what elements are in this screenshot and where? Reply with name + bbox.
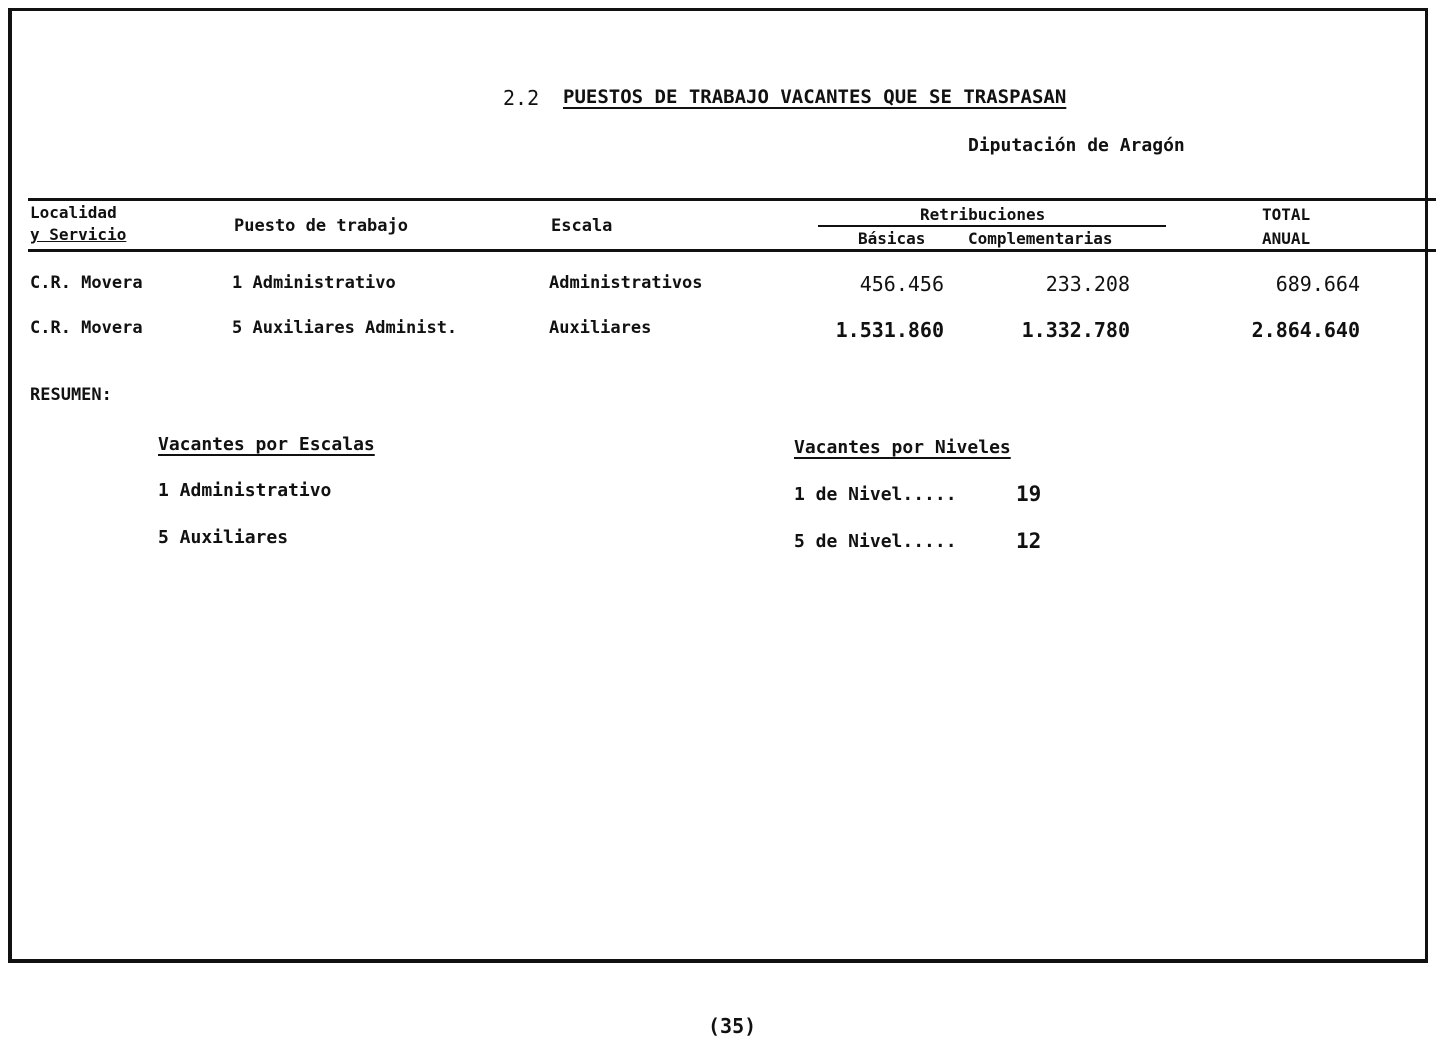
cell-escala: Auxiliares bbox=[549, 318, 652, 338]
cell-escala: Administrativos bbox=[549, 273, 703, 293]
cell-localidad: C.R. Movera bbox=[30, 273, 143, 293]
cell-localidad: C.R. Movera bbox=[30, 318, 143, 338]
header-complementarias: Complementarias bbox=[968, 229, 1113, 248]
header-localidad: Localidad bbox=[30, 203, 117, 222]
escalas-item: 5 Auxiliares bbox=[158, 527, 289, 548]
header-servicio: y Servicio bbox=[30, 225, 127, 244]
page-title: PUESTOS DE TRABAJO VACANTES QUE SE TRASPASAN bbox=[563, 86, 1067, 108]
cell-total: 2.864.640 bbox=[1251, 318, 1360, 342]
organization-name: Diputación de Aragón bbox=[968, 135, 1185, 156]
header-anual: ANUAL bbox=[1262, 229, 1311, 248]
page-number: (35) bbox=[708, 1014, 757, 1038]
cell-puesto: 1 Administrativo bbox=[232, 273, 396, 293]
header-retribuciones: Retribuciones bbox=[920, 205, 1046, 224]
escalas-heading: Vacantes por Escalas bbox=[158, 434, 375, 455]
escalas-item: 1 Administrativo bbox=[158, 480, 332, 501]
cell-basicas: 1.531.860 bbox=[835, 318, 944, 342]
resumen-label: RESUMEN: bbox=[30, 385, 112, 405]
niveles-item-value: 19 bbox=[1016, 482, 1042, 506]
header-puesto: Puesto de trabajo bbox=[234, 216, 408, 236]
cell-puesto: 5 Auxiliares Administ. bbox=[232, 318, 458, 338]
cell-basicas: 456.456 bbox=[859, 272, 944, 296]
niveles-item-value: 12 bbox=[1016, 529, 1042, 553]
cell-complementarias: 233.208 bbox=[1045, 272, 1130, 296]
section-number: 2.2 bbox=[503, 86, 540, 110]
niveles-heading: Vacantes por Niveles bbox=[794, 437, 1011, 458]
header-basicas: Básicas bbox=[858, 229, 926, 248]
header-escala: Escala bbox=[551, 216, 613, 236]
table-top-rule bbox=[28, 198, 1436, 201]
table-header-bottom-rule bbox=[28, 249, 1436, 252]
retribuciones-rule bbox=[818, 225, 1166, 227]
cell-complementarias: 1.332.780 bbox=[1021, 318, 1130, 342]
cell-total: 689.664 bbox=[1275, 272, 1360, 296]
niveles-item-label: 5 de Nivel..... bbox=[794, 531, 957, 552]
niveles-item-label: 1 de Nivel..... bbox=[794, 484, 957, 505]
header-total: TOTAL bbox=[1262, 205, 1311, 224]
